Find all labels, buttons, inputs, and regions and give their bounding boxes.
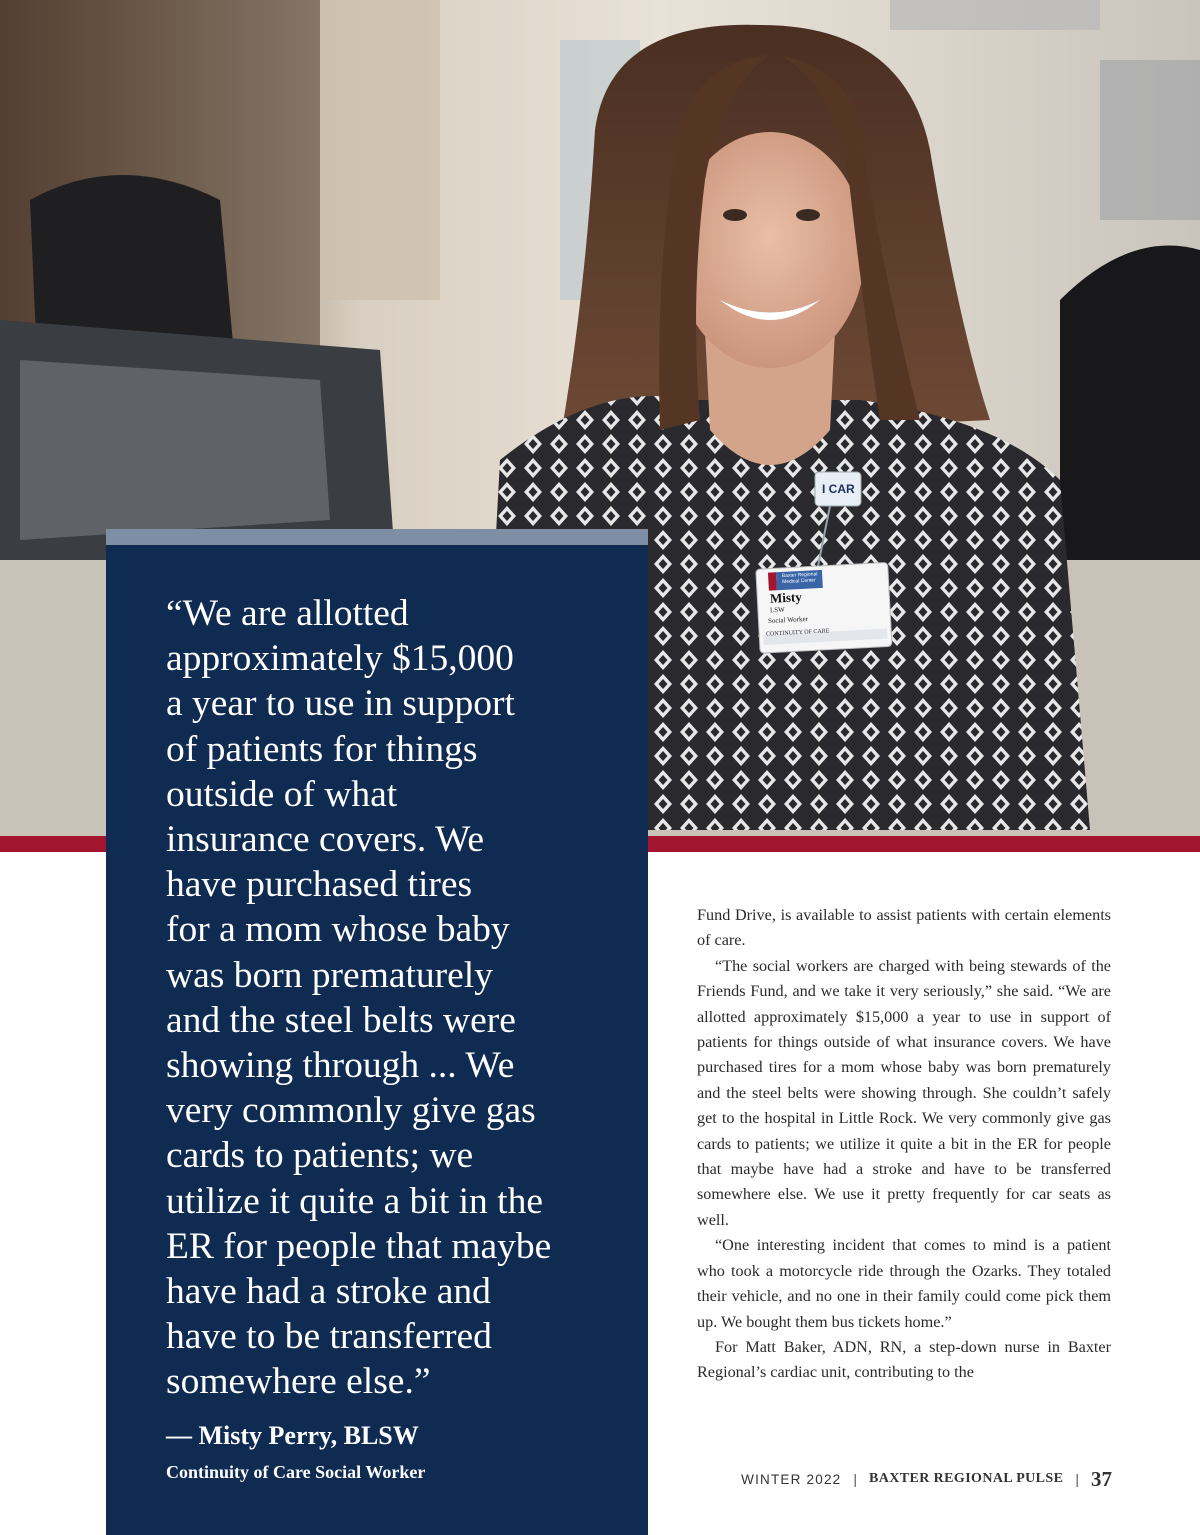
pull-quote-text: “We are allotted approximately $15,000 a year to use in support of patients for things outside of what insurance covers. We have purchased tires for a mom whose baby was born prematurely and the steel belts were showing through ... We very commonly give gas cards to patients; we utilize it quite a bit in the ER for people that maybe have had a stroke and have to be transferred somewhere else.” <box>166 593 552 1403</box>
badge-name: Misty <box>769 589 803 606</box>
page-number: 37 <box>1091 1466 1112 1491</box>
article-paragraph: For Matt Baker, ADN, RN, a step-down nurse in Baxter Regional’s cardiac unit, contributing to the <box>697 1337 1111 1382</box>
badge-top-label: I CAR <box>822 482 855 496</box>
pull-quote-role: Continuity of Care Social Worker <box>166 1462 426 1482</box>
article-paragraph: “One interesting incident that comes to mind is a patient who took a motorcycle ride through the Ozarks. They totaled their vehicle, and no one in their family could come pick them up. We bought them bus tickets home.” <box>697 1236 1111 1331</box>
article-paragraph: Fund Drive, is available to assist patients with certain elements of care. <box>697 906 1111 950</box>
badge-department: CONTINUITY OF CARE <box>765 628 830 638</box>
article-paragraph: “The social workers are charged with being stewards of the Friends Fund, and we take it very seriously,” she said. “We are allotted approximately $15,000 a year to use in support of patients for things outside of what insurance covers. We have purchased tires for a mom whose baby was born prematurely and the steel belts were showing through. She couldn’t safely get to the hospital in Little Rock. We very commonly give gas cards to patients; we utilize it quite a bit in the ER for people that maybe have had a stroke and have to be transferred somewhere else. We use it pretty frequently for car seats as well. <box>697 956 1111 1229</box>
badge-title: Social Worker <box>767 614 809 626</box>
panel-top-band <box>106 529 648 545</box>
magazine-title: BAXTER REGIONAL PULSE <box>869 1471 1064 1486</box>
issue-season: WINTER 2022 <box>741 1471 842 1487</box>
footer-separator: | <box>853 1471 858 1487</box>
badge-org-label: Baxter Regional Medical Center <box>781 571 818 586</box>
badge-credential: LSW <box>769 605 785 615</box>
article-body <box>697 903 1111 1386</box>
footer-separator: | <box>1075 1471 1079 1487</box>
pull-quote-panel <box>106 529 648 1535</box>
page-footer <box>741 1467 1112 1491</box>
pull-quote-attribution: — Misty Perry, BLSW <box>166 1421 419 1450</box>
